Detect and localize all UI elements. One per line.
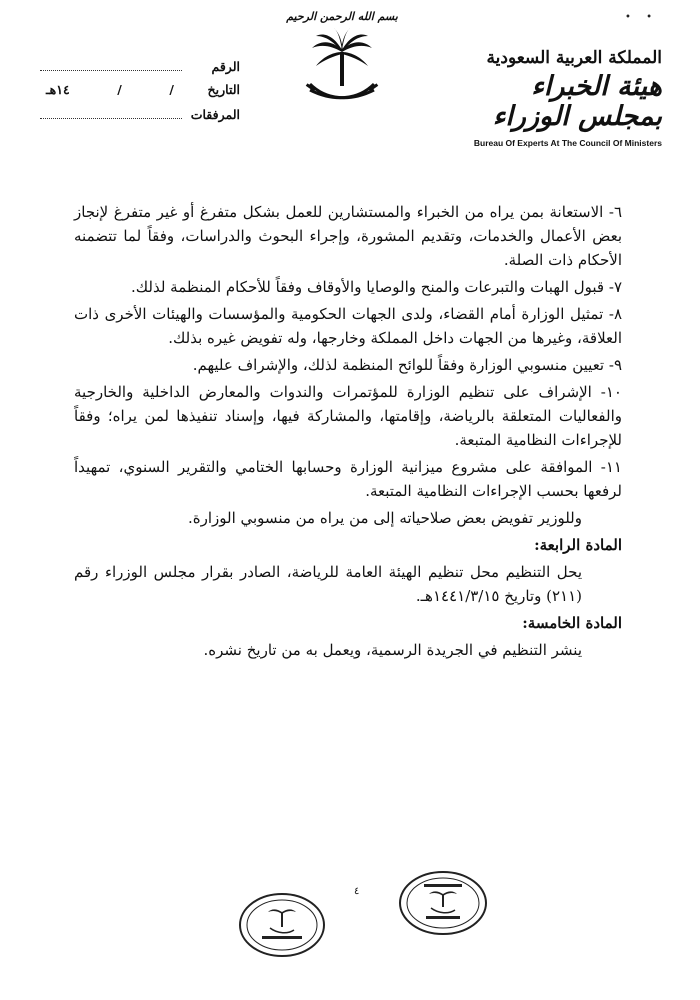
article-4-title: المادة الرابعة: (534, 536, 622, 554)
attachments-label: المرفقات (190, 107, 240, 122)
article-4-text: يحل التنظيم محل تنظيم الهيئة العامة للرياضة، الصادر بقرار مجلس الوزراء رقم (٢١١) وتاريخ ١٤٤١/٣/١٥هـ. (74, 563, 582, 605)
list-item: ٩- تعيين منسوبي الوزارة وفقاً للوائح المنظمة لذلك، والإشراف عليهم. (192, 356, 622, 374)
page-number: ٤ (354, 886, 360, 897)
date-suffix: ١٤هـ (46, 82, 70, 97)
official-stamp-left (238, 892, 326, 958)
bureau-name-english: Bureau Of Experts At The Council Of Ministers (473, 138, 662, 148)
article-5-title: المادة الخامسة: (522, 614, 622, 632)
document-body (74, 200, 622, 665)
date-slash-1: / (169, 82, 174, 97)
scan-specks: • • (625, 12, 658, 23)
letterhead-reference-fields (40, 58, 240, 130)
list-item: ٧- قبول الهبات والتبرعات والمنح والوصايا والأوقاف وفقاً للأحكام المنظمة لذلك. (130, 278, 622, 296)
article-5-text: ينشر التنظيم في الجريدة الرسمية، ويعمل به من تاريخ نشره. (203, 641, 582, 659)
basmala: بسم الله الرحمن الرحيم (286, 10, 398, 23)
delegation-paragraph: وللوزير تفويض بعض صلاحياته إلى من يراه من منسوبي الوزارة. (187, 509, 582, 527)
list-item: ٨- تمثيل الوزارة أمام القضاء، ولدى الجهات الحكومية والمؤسسات والهيئات الأخرى ذات العلاقة، وغيرها من الجهات داخل المملكة وخارجها، وله تفويض غيره بذلك. (74, 305, 622, 347)
official-stamp-right (398, 870, 488, 936)
date-label: التاريخ (207, 82, 240, 97)
bureau-name-arabic: هيئة الخبراء بمجلس الوزراء (492, 71, 662, 132)
letterhead-emblem-block (282, 10, 402, 110)
date-field-row (40, 82, 240, 106)
attachments-line (40, 106, 182, 119)
letterhead-institution (452, 48, 662, 148)
list-item: ١٠- الإشراف على تنظيم الوزارة للمؤتمرات والندوات والمعارض الداخلية والخارجية والفعاليات المتعلقة بالرياضة، وإقامتها، والمشاركة فيها، وإسناد تنفيذها لمن يراه؛ وفقاً للإجراءات النظامية المتبعة. (74, 383, 622, 449)
date-value (40, 82, 188, 97)
kingdom-name: المملكة العربية السعودية (486, 48, 662, 68)
number-field-row (40, 58, 240, 82)
date-slash-2: / (117, 82, 122, 97)
number-label: الرقم (211, 59, 240, 74)
attachments-field-row (40, 106, 240, 130)
number-line (40, 58, 182, 71)
palm-swords-emblem-icon (304, 28, 380, 110)
list-item: ١١- الموافقة على مشروع ميزانية الوزارة وحسابها الختامي والتقرير السنوي، تمهيداً لرفعها بحسب الإجراءات النظامية المتبعة. (74, 458, 622, 500)
list-item: ٦- الاستعانة بمن يراه من الخبراء والمستشارين للعمل بشكل متفرغ أو غير متفرغ لإنجاز بعض الأعمال والخدمات، وتقديم المشورة، وإجراء البحوث والدراسات، وفقاً لما تتضمنه الأحكام ذات الصلة. (74, 203, 623, 269)
